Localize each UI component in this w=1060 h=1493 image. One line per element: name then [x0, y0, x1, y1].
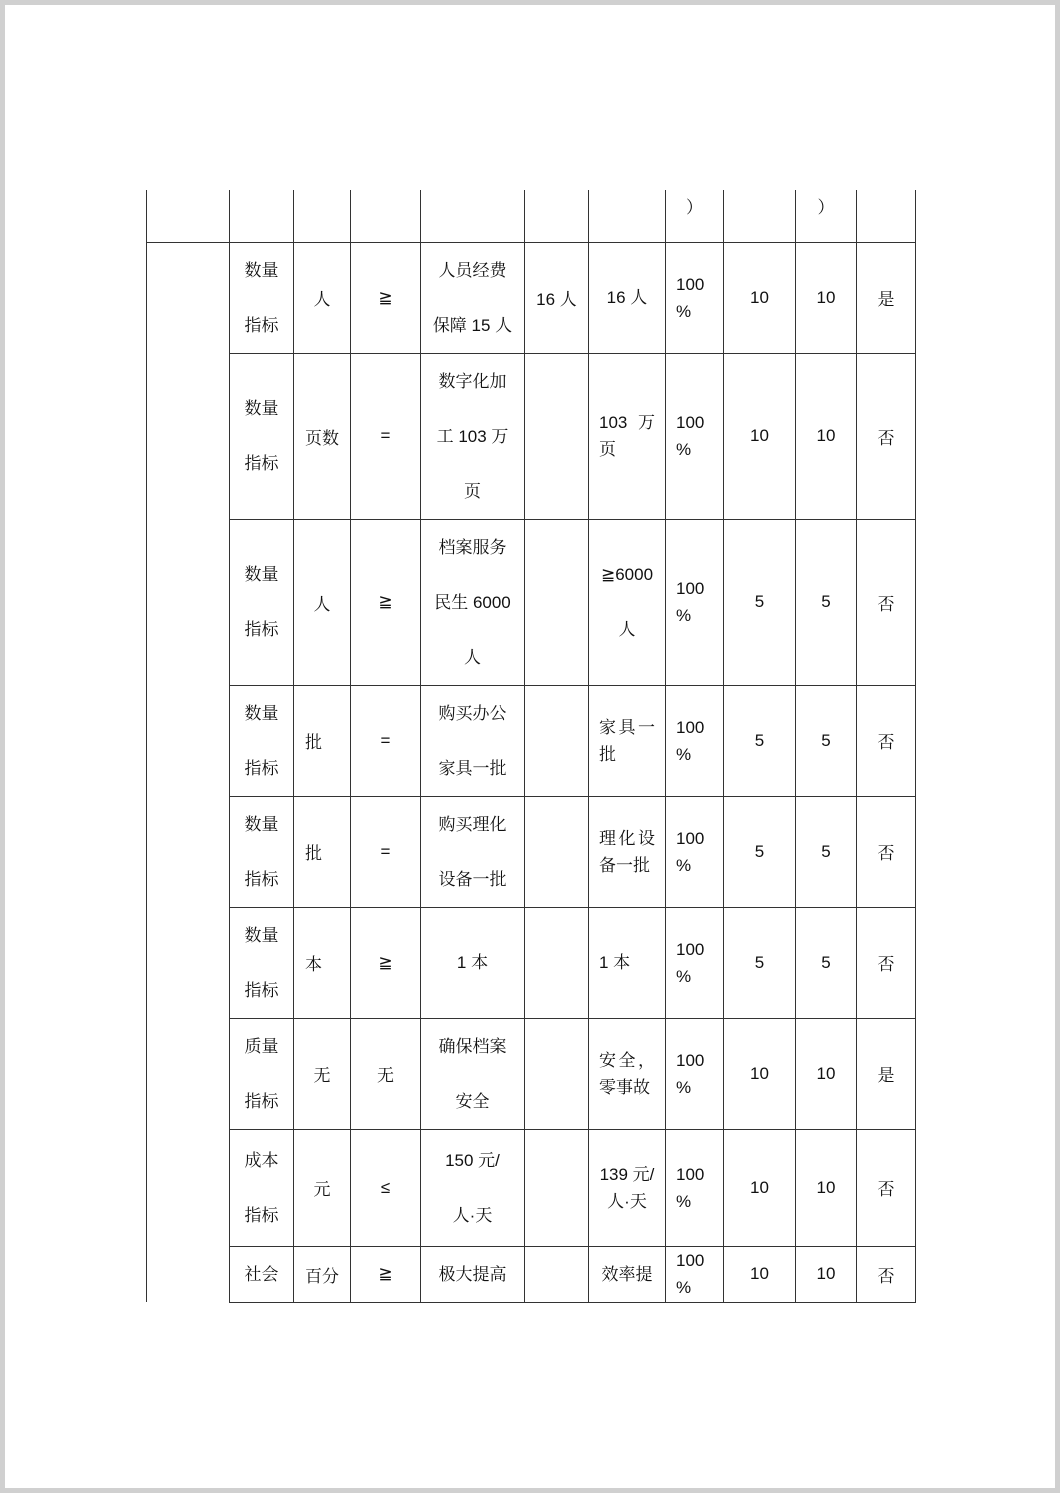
- result-cell: 否: [857, 1246, 916, 1302]
- weight-cell: 10: [724, 353, 796, 519]
- unit-cell: 无: [294, 1018, 351, 1129]
- target-line: 档案服务: [438, 537, 507, 557]
- indicator-cell: [230, 1129, 294, 1246]
- actual-cell: [589, 1018, 666, 1129]
- indicator-line: 数量: [244, 260, 279, 280]
- score-cell: 10: [796, 1246, 857, 1302]
- planned-cell: [525, 685, 589, 796]
- planned-cell: [525, 796, 589, 907]
- target-line: 150 元/: [445, 1150, 500, 1170]
- score-cell: 10: [796, 1129, 857, 1246]
- operator-cell: =: [351, 353, 421, 519]
- result-cell: 是: [857, 242, 916, 353]
- planned-cell: [525, 1129, 589, 1246]
- table-row: [147, 1018, 916, 1129]
- target-line: 页: [464, 481, 481, 501]
- target-cell: [421, 907, 525, 1018]
- target-line: 极大提高: [438, 1264, 507, 1284]
- actual-line: 103 万: [599, 413, 655, 432]
- rate-cell: [666, 1018, 724, 1129]
- rate-cell: [666, 1246, 724, 1302]
- operator-cell: ≧: [351, 519, 421, 685]
- indicator-line: 成本: [244, 1150, 279, 1170]
- planned-cell: [525, 519, 589, 685]
- result-cell: 否: [857, 1129, 916, 1246]
- actual-line: 16 人: [606, 288, 648, 307]
- target-line: 民生 6000: [434, 592, 511, 612]
- table-row: [147, 796, 916, 907]
- indicator-cell: [230, 519, 294, 685]
- actual-line: 批: [599, 744, 616, 764]
- indicator-line: 指标: [244, 620, 279, 639]
- result-cell: 否: [857, 907, 916, 1018]
- indicator-line: 指标: [244, 315, 279, 335]
- score-cell: 10: [796, 1018, 857, 1129]
- unit-cell: 百分: [294, 1246, 351, 1302]
- indicator-cell: [230, 1246, 294, 1302]
- rate-cell: [666, 353, 724, 519]
- indicator-line: 质量: [244, 1036, 279, 1056]
- actual-cell: [589, 242, 666, 353]
- unit-cell: 批: [294, 685, 351, 796]
- actual-line: 139 元/: [599, 1164, 655, 1184]
- table-row: [147, 242, 916, 353]
- actual-cell: [589, 519, 666, 685]
- target-line: 工 103 万: [436, 426, 509, 446]
- rate-cell: [666, 685, 724, 796]
- score-cell: 10: [796, 242, 857, 353]
- indicator-line: 数量: [244, 703, 279, 723]
- target-line: 购买理化: [438, 814, 507, 834]
- actual-line: 人: [618, 620, 636, 639]
- result-cell: 否: [857, 519, 916, 685]
- target-line: 购买办公: [438, 703, 507, 723]
- header-cell: [589, 190, 666, 242]
- operator-cell: 无: [351, 1018, 421, 1129]
- indicator-line: 数量: [244, 814, 279, 834]
- unit-cell: 本: [294, 907, 351, 1018]
- rate-line: 100: [676, 274, 705, 294]
- weight-cell: 10: [724, 1018, 796, 1129]
- actual-line: 备一批: [599, 855, 650, 875]
- indicator-line: 数量: [244, 565, 279, 584]
- header-cell: [421, 190, 525, 242]
- result-cell: 否: [857, 353, 916, 519]
- actual-line: ≧6000: [600, 565, 654, 584]
- target-line: 人员经费: [438, 260, 507, 280]
- indicator-cell: [230, 1018, 294, 1129]
- rate-line: 100: [676, 413, 705, 432]
- indicator-line: 指标: [244, 869, 279, 889]
- target-cell: [421, 1129, 525, 1246]
- weight-cell: 10: [724, 1129, 796, 1246]
- header-cell: [230, 190, 294, 242]
- actual-line: 家具一: [599, 717, 655, 737]
- actual-cell: [589, 1129, 666, 1246]
- actual-line: 理化设: [599, 828, 655, 848]
- indicator-cell: [230, 907, 294, 1018]
- rate-line: 100: [676, 717, 705, 737]
- target-cell: [421, 1246, 525, 1302]
- operator-cell: ≧: [351, 242, 421, 353]
- unit-cell: 批: [294, 796, 351, 907]
- target-line: 人: [464, 647, 481, 667]
- actual-line: 零事故: [599, 1077, 650, 1097]
- header-cell: [724, 190, 796, 242]
- target-cell: [421, 353, 525, 519]
- actual-line: 1 本: [599, 953, 631, 972]
- indicator-line: 指标: [244, 1091, 279, 1111]
- target-cell: [421, 685, 525, 796]
- target-line: 人·天: [452, 1205, 493, 1225]
- actual-line: 效率提: [601, 1264, 653, 1284]
- target-line: 家具一批: [438, 758, 507, 778]
- rate-cell: [666, 242, 724, 353]
- header-cell: [294, 190, 351, 242]
- rate-line: %: [676, 1278, 692, 1297]
- operator-cell: ≧: [351, 907, 421, 1018]
- unit-cell: 元: [294, 1129, 351, 1246]
- weight-cell: 5: [724, 685, 796, 796]
- target-line: 1 本: [456, 953, 489, 972]
- score-cell: 10: [796, 353, 857, 519]
- rate-line: 100: [676, 828, 705, 848]
- planned-cell: [525, 1018, 589, 1129]
- indicator-line: 指标: [244, 980, 279, 1000]
- rate-line: %: [676, 1077, 692, 1097]
- header-rate-cell: ）: [666, 190, 724, 242]
- indicator-cell: [230, 796, 294, 907]
- rate-cell: [666, 796, 724, 907]
- rate-cell: [666, 1129, 724, 1246]
- rate-cell: [666, 519, 724, 685]
- rate-line: %: [676, 301, 692, 321]
- target-cell: [421, 242, 525, 353]
- target-cell: [421, 1018, 525, 1129]
- rate-line: 100: [676, 579, 705, 598]
- target-line: 确保档案: [438, 1036, 507, 1056]
- continued-header-row: [147, 190, 916, 242]
- unit-cell: 人: [294, 242, 351, 353]
- table-row: [147, 1129, 916, 1246]
- header-cell: [351, 190, 421, 242]
- rate-line: %: [676, 855, 692, 875]
- score-cell: 5: [796, 907, 857, 1018]
- indicator-line: 数量: [244, 399, 279, 418]
- rate-line: 100: [676, 1050, 705, 1070]
- planned-cell: [525, 907, 589, 1018]
- header-cell: [857, 190, 916, 242]
- result-cell: 否: [857, 796, 916, 907]
- indicator-line: 指标: [244, 1205, 279, 1225]
- header-cell: [525, 190, 589, 242]
- actual-cell: [589, 685, 666, 796]
- unit-cell: 人: [294, 519, 351, 685]
- indicator-line: 指标: [244, 758, 279, 778]
- planned-cell: [525, 1246, 589, 1302]
- rate-line: %: [676, 606, 692, 625]
- header-cell: [147, 190, 230, 242]
- rate-cell: [666, 907, 724, 1018]
- actual-line: 人·天: [607, 1191, 647, 1211]
- table-row: [147, 907, 916, 1018]
- actual-cell: [589, 907, 666, 1018]
- target-cell: [421, 519, 525, 685]
- rate-line: 100: [676, 1164, 705, 1184]
- score-cell: 5: [796, 519, 857, 685]
- result-cell: 是: [857, 1018, 916, 1129]
- target-line: 保障 15 人: [432, 315, 513, 335]
- target-line: 设备一批: [438, 869, 507, 889]
- indicator-line: 指标: [244, 454, 279, 473]
- rate-line: %: [676, 966, 692, 986]
- category-cell: [147, 242, 230, 1302]
- performance-table: [146, 190, 916, 1303]
- indicator-line: 社会: [244, 1264, 279, 1284]
- score-cell: 5: [796, 685, 857, 796]
- planned-cell: 16 人: [525, 242, 589, 353]
- operator-cell: =: [351, 796, 421, 907]
- target-line: 安全: [455, 1091, 490, 1111]
- table-row: [147, 519, 916, 685]
- actual-line: 安全，: [599, 1050, 655, 1070]
- actual-cell: [589, 796, 666, 907]
- weight-cell: 5: [724, 796, 796, 907]
- actual-cell: [589, 1246, 666, 1302]
- indicator-line: 数量: [244, 925, 279, 945]
- operator-cell: ≧: [351, 1246, 421, 1302]
- indicator-cell: [230, 353, 294, 519]
- indicator-cell: [230, 242, 294, 353]
- operator-cell: ≤: [351, 1129, 421, 1246]
- planned-cell: [525, 353, 589, 519]
- unit-cell: 页数: [294, 353, 351, 519]
- result-cell: 否: [857, 685, 916, 796]
- rate-line: 100: [676, 939, 705, 959]
- operator-cell: =: [351, 685, 421, 796]
- weight-cell: 10: [724, 242, 796, 353]
- rate-line: %: [676, 1191, 692, 1211]
- score-cell: 5: [796, 796, 857, 907]
- target-line: 数字化加: [438, 371, 507, 391]
- weight-cell: 5: [724, 519, 796, 685]
- rate-line: 100: [676, 1251, 705, 1270]
- actual-line: 页: [599, 440, 616, 459]
- indicator-cell: [230, 685, 294, 796]
- actual-cell: [589, 353, 666, 519]
- header-score-cell: ）: [796, 190, 857, 242]
- rate-line: %: [676, 744, 692, 764]
- table-row: [147, 1246, 916, 1302]
- table-row: [147, 685, 916, 796]
- table-row: [147, 353, 916, 519]
- weight-cell: 10: [724, 1246, 796, 1302]
- weight-cell: 5: [724, 907, 796, 1018]
- rate-line: %: [676, 440, 692, 459]
- target-cell: [421, 796, 525, 907]
